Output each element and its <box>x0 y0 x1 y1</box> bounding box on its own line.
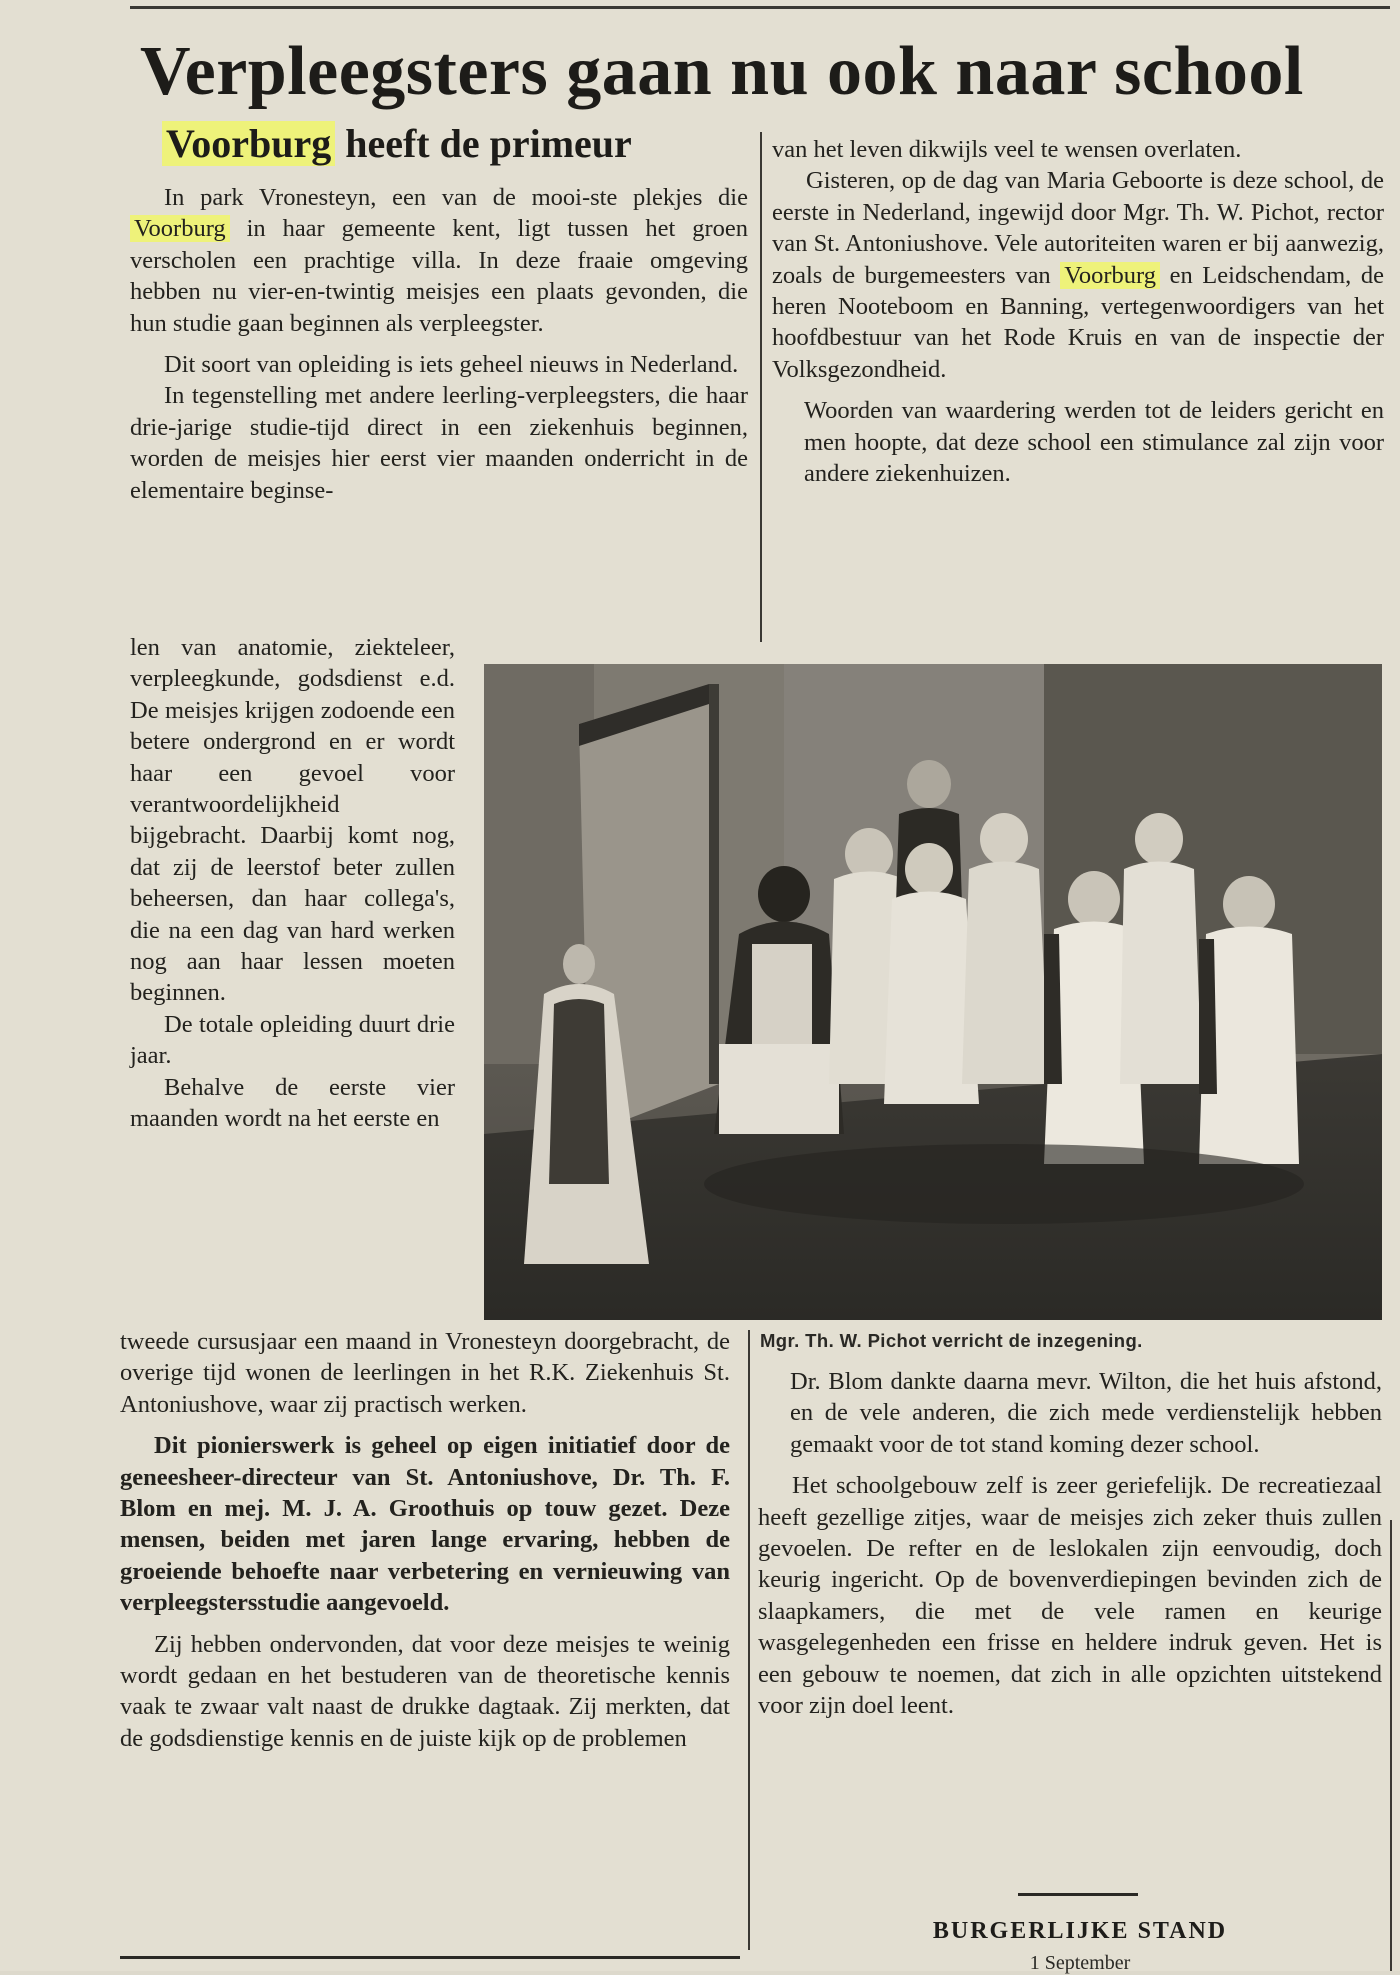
paragraph: Dit pionierswerk is geheel op eigen initiatief door de geneesheer-directeur van St. Antoniushove, Dr. Th. F. Blom en mej. M. J. A. Groothuis op touw gezet. Deze mensen, beiden met jaren lange ervaring, hebben de groeiende behoefte naar verbetering en vernieuwing van verpleegstersstudie aangevoeld. <box>120 1432 730 1617</box>
paragraph: Behalve de eerste vier maanden wordt na het eerste en <box>130 1073 455 1133</box>
section-date: 1 September <box>1029 1952 1131 1974</box>
section-heading: BURGERLIJKE STAND <box>932 1918 1228 1944</box>
column-right-top <box>772 134 1384 489</box>
column-right-bottom <box>758 1366 1382 1721</box>
paragraph: De totale opleiding duurt drie jaar. <box>130 1010 455 1070</box>
subheadline-rest: heeft de primeur <box>345 121 632 166</box>
paragraph: len van anatomie, ziekteleer, verpleegkunde, godsdienst e.d. De meisjes krijgen zodoende een betere ondergrond en er wordt haar een gevoel voor verantwoordelijkheid bijgebracht. Daarbij komt nog, dat zij de leerstof beter zullen beheersen, dan haar collega's, die na een dag van hard werken nog aan haar lessen moeten beginnen. <box>130 634 455 1007</box>
paragraph: Woorden van waardering werden tot de leiders gericht en men hoopte, dat deze school een stimulance zal zijn voor andere ziekenhuizen. <box>804 397 1384 488</box>
top-rule <box>130 6 1390 9</box>
paragraph: van het leven dikwijls veel te wensen overlaten. <box>772 136 1242 163</box>
column-divider <box>748 1330 750 1950</box>
ceremony-photo <box>484 664 1382 1320</box>
bottom-rule <box>120 1956 740 1959</box>
photo-illustration <box>484 664 1382 1320</box>
section-separator <box>1018 1893 1138 1896</box>
paragraph: Dit soort van opleiding is iets geheel nieuws in Nederland. <box>164 351 739 379</box>
article-subheadline <box>162 118 632 170</box>
highlighted-word: Voorburg <box>1060 262 1160 289</box>
highlighted-word: Voorburg <box>130 215 230 242</box>
paragraph: tweede cursusjaar een maand in Vronesteyn doorgebracht, de overige tijd wonen de leerlingen in het R.K. Ziekenhuis St. Antoniushove, waar zij practisch werken. <box>120 1328 730 1418</box>
paragraph: Zij hebben ondervonden, dat voor deze meisjes te weinig wordt gedaan en het bestuderen van de theoretische kennis vaak te zwaar valt naast de drukke dagtaak. Zij merkten, dat de godsdienstige kennis en de juiste kijk op de problemen <box>120 1630 730 1752</box>
column-divider <box>760 132 762 642</box>
paragraph: Gisteren, op de dag van Maria Geboorte is deze school, de eerste in Nederland, ingewijd door Mgr. Th. W. Pichot, rector van St. Antoniushove. Vele autoriteiten waren er bij aanwezig, zoals de burgemeesters van Voorburg en Leidschendam, de heren Nooteboom en Banning, vertegenwoordigers van het hoofdbestuur van het Rode Kruis en van de inspectie der Volksgezondheid. <box>772 167 1385 383</box>
paragraph: Dr. Blom dankte daarna mevr. Wilton, die het huis afstond, en de vele anderen, die zich mede verdienstelijk hebben gemaakt voor de tot stand koming dezer school. <box>790 1368 1382 1458</box>
photo-caption: Mgr. Th. W. Pichot verricht de inzegening. <box>760 1330 1143 1351</box>
paragraph: In park Vronesteyn, een van de mooi-ste plekjes die Voorburg in haar gemeente kent, ligt tussen het groen verscholen een prachtige villa. In deze fraaie omgeving hebben nu vier-en-twintig meisjes een plaats gevonden, die hun studie gaan beginnen als verpleegster. <box>130 184 748 337</box>
right-edge-rule <box>1390 1520 1392 1971</box>
column-left-top <box>130 182 748 506</box>
column-left-bottom <box>120 1326 730 1754</box>
paragraph: Het schoolgebouw zelf is zeer geriefelijk. De recreatiezaal heeft gezellige zitjes, waar de meisjes zich zeker thuis zullen gevoelen. De refter en de leslokalen zijn eenvoudig, doch keurig ingericht. Op de bovenverdiepingen bevinden zich de slaapkamers, die met de vele ramen en keurige wasgelegenheden een frisse en heldere indruk geven. Het is een gebouw te noemen, dat zich in alle opzichten uitstekend voor zijn doel leent. <box>758 1472 1382 1720</box>
column-left-narrow <box>130 632 455 1135</box>
article-headline: Verpleegsters gaan nu ook naar school <box>140 33 1304 110</box>
subheadline-highlight: Voorburg <box>162 121 335 166</box>
paragraph: In tegenstelling met andere leerling-verpleegsters, die haar drie-jarige studie-tijd direct in een ziekenhuis beginnen, worden de meisjes hier eerst vier maanden onderricht in de elementaire beginse- <box>130 382 748 504</box>
